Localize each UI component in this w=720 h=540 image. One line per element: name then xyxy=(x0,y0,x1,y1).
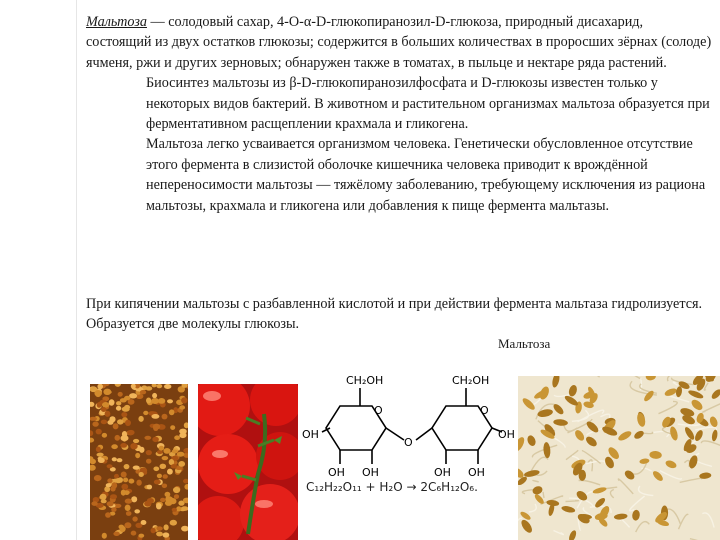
grain-speck xyxy=(94,475,102,481)
grain-speck xyxy=(153,424,160,430)
grain-speck xyxy=(121,472,127,478)
grain-speck xyxy=(156,526,162,530)
tomatoes-image xyxy=(198,384,298,540)
sprouted-grains-photo xyxy=(518,376,720,540)
grain-speck xyxy=(91,501,97,506)
grain-speck xyxy=(120,443,127,448)
grains-image xyxy=(90,384,188,540)
grain-speck xyxy=(146,386,153,390)
grain-speck xyxy=(131,531,137,536)
paragraph-biosynthesis: Биосинтез мальтозы из β-D-глюкопиранозилфосфата и D-глюкозы известен только у некоторых видов бактерий. В животном и растительном организмах мальтоза образуется при ферментативном расщеплении крахмала и гликогена. xyxy=(146,75,710,133)
grain-speck xyxy=(157,474,162,479)
grain-speck xyxy=(118,392,123,397)
right-ring-oxygen: O xyxy=(480,404,489,417)
grain-speck xyxy=(181,397,187,403)
grain-speck xyxy=(169,409,175,415)
grain-speck xyxy=(110,494,117,499)
grain-speck xyxy=(109,399,115,405)
left-oh-label: OH xyxy=(302,428,319,441)
grain-speck xyxy=(112,457,117,461)
grain-speck xyxy=(139,472,144,477)
grain-speck xyxy=(131,496,137,502)
sprouts-image xyxy=(518,376,720,540)
grain-speck xyxy=(112,482,118,488)
grain-speck xyxy=(129,479,135,484)
grain-speck xyxy=(98,458,105,463)
grain-speck xyxy=(100,494,107,500)
grain-speck xyxy=(173,487,180,493)
grain-speck xyxy=(124,522,131,528)
grain-speck xyxy=(138,416,143,422)
grain-speck xyxy=(147,498,154,503)
grain-speck xyxy=(141,520,147,525)
grain-speck xyxy=(116,406,121,411)
grain-speck xyxy=(125,420,131,426)
grain-speck xyxy=(111,507,116,512)
grain-speck xyxy=(146,398,151,404)
left-oh-bottom-2: OH xyxy=(362,466,379,479)
grain-speck xyxy=(147,485,152,490)
grain-speck xyxy=(136,480,141,486)
grain-speck xyxy=(164,524,169,530)
grain-speck xyxy=(107,464,113,468)
grain-speck xyxy=(135,453,140,458)
grain-speck xyxy=(124,490,130,495)
left-ring-oxygen: O xyxy=(374,404,383,417)
grain-speck xyxy=(121,412,127,417)
grain-speck xyxy=(97,453,104,457)
grain-speck xyxy=(154,480,161,485)
grain-speck xyxy=(156,503,162,509)
grain-speck xyxy=(101,420,108,425)
grain-speck xyxy=(120,398,127,402)
grain-speck xyxy=(117,419,124,424)
grain-speck xyxy=(162,456,169,460)
grain-speck xyxy=(163,532,170,537)
grain-speck xyxy=(162,484,167,489)
grain-speck xyxy=(162,414,168,420)
grain-speck xyxy=(143,411,148,415)
left-ch2oh-label: CH₂OH xyxy=(346,374,384,387)
structure-caption: Мальтоза xyxy=(498,336,551,351)
grain-speck xyxy=(105,512,111,518)
grain-speck xyxy=(101,499,107,503)
grain-speck xyxy=(151,528,156,534)
grain-speck xyxy=(133,466,140,470)
grain-speck xyxy=(125,499,132,504)
grain-speck xyxy=(151,414,159,419)
grain-speck xyxy=(123,478,128,483)
grain-speck xyxy=(106,483,112,487)
tomatoes-photo xyxy=(198,384,298,540)
maltose-structure-svg xyxy=(300,366,520,494)
grain-speck xyxy=(172,508,177,512)
term-maltose[interactable]: Мальтоза xyxy=(86,14,147,30)
paragraph-intolerance: Мальтоза легко усваивается организмом человека. Генетически обусловленное отсутствие этого фермента в слизистой оболочке кишечника человека приводит к врождённой непереносимости мальтозы — тяжёлому заболеванию, требующему исключения из рациона мальтозы, крахмала и гликогена или добавления к пище фермента мальтазы. xyxy=(146,136,706,214)
grain-speck xyxy=(176,506,181,511)
grain-speck xyxy=(113,423,119,429)
grain-speck xyxy=(102,533,107,539)
grain-speck xyxy=(114,474,119,479)
grain-speck xyxy=(117,458,123,462)
grain-speck xyxy=(138,534,144,538)
grain-speck xyxy=(126,511,132,516)
grain-speck xyxy=(120,526,126,532)
grain-speck xyxy=(101,407,106,412)
grain-speck xyxy=(128,430,135,435)
grain-speck xyxy=(163,474,168,479)
grain-speck xyxy=(132,516,137,521)
grain-speck xyxy=(156,384,162,388)
grain-speck xyxy=(157,450,163,454)
grain-speck xyxy=(163,448,170,454)
grain-speck xyxy=(121,484,128,490)
paragraph-hydrolysis: При кипячении мальтозы с разбавленной кислотой и при действии фермента мальтаза гидролизуется. Образуется две молекулы глюкозы. xyxy=(86,296,703,333)
grain-speck xyxy=(178,461,185,467)
grain-speck xyxy=(107,501,114,506)
grain-speck xyxy=(105,411,111,417)
definition-text: — солодовый сахар, 4-О-α-D-глюкопиранозил-D-глюкоза, природный дисахарид, состоящий из двух остатков глюкозы; содержится в больших количествах в проросших зёрнах (солоде) ячменя, ржи и других зерновых; обнаружен также в томатах, в пыльце и нектаре ряда растений. xyxy=(86,14,712,71)
grain-speck xyxy=(179,433,186,438)
grain-speck xyxy=(133,439,139,443)
grain-speck xyxy=(172,450,178,454)
right-ch2oh-label: CH₂OH xyxy=(452,374,490,387)
grain-speck xyxy=(92,422,98,427)
paragraph-definition xyxy=(86,12,712,73)
grain-speck xyxy=(107,478,112,483)
grain-speck xyxy=(144,436,151,440)
grain-speck xyxy=(179,405,185,409)
grain-speck xyxy=(116,401,121,405)
grain-speck xyxy=(102,402,109,408)
grain-speck xyxy=(156,532,163,537)
grain-speck xyxy=(165,496,170,502)
hydrolysis-equation: C₁₂H₂₂O₁₁ + H₂O → 2C₆H₁₂O₆. xyxy=(306,480,478,494)
grain-speck xyxy=(170,425,175,430)
grain-speck xyxy=(160,464,167,469)
grain-speck xyxy=(107,420,113,425)
right-oh-bottom-2: OH xyxy=(468,466,485,479)
grain-speck xyxy=(111,444,118,449)
grain-speck xyxy=(151,398,159,404)
grain-speck xyxy=(152,393,157,398)
grain-speck xyxy=(167,469,173,475)
grain-speck xyxy=(94,390,102,396)
grain-speck xyxy=(171,464,178,468)
grain-speck xyxy=(130,443,137,449)
grain-speck xyxy=(96,447,101,452)
left-oh-bottom-1: OH xyxy=(328,466,345,479)
grain-speck xyxy=(174,435,180,440)
grain-speck xyxy=(113,479,118,483)
grain-speck xyxy=(152,437,159,442)
bridge-oxygen: O xyxy=(404,436,413,449)
sprout-root xyxy=(566,501,579,502)
right-oh-bottom-1: OH xyxy=(434,466,451,479)
grain-speck xyxy=(121,435,129,441)
right-oh-label: OH xyxy=(498,428,515,441)
grain-speck xyxy=(125,505,131,511)
grain-speck xyxy=(96,429,102,435)
grain-speck xyxy=(146,459,151,464)
maltose-structure xyxy=(300,366,520,494)
grain-speck xyxy=(104,390,112,394)
grain-speck xyxy=(160,498,166,502)
grain-speck xyxy=(113,532,119,536)
grain-speck xyxy=(122,407,130,412)
grain-speck xyxy=(102,433,107,438)
grain-speck xyxy=(159,446,165,451)
grain-speck xyxy=(153,467,159,472)
grain-speck xyxy=(115,435,121,441)
grain-speck xyxy=(174,494,179,499)
grain-speck xyxy=(124,464,130,469)
grain-speck xyxy=(134,509,140,513)
grain-speck xyxy=(167,399,173,403)
grain-speck xyxy=(128,399,135,405)
grains-photo xyxy=(90,384,188,540)
grain-speck xyxy=(170,520,177,526)
grain-speck xyxy=(140,390,146,394)
grain-speck xyxy=(146,450,152,455)
left-margin-rule xyxy=(76,0,77,540)
article-text xyxy=(86,12,712,216)
grain-speck xyxy=(164,384,171,389)
